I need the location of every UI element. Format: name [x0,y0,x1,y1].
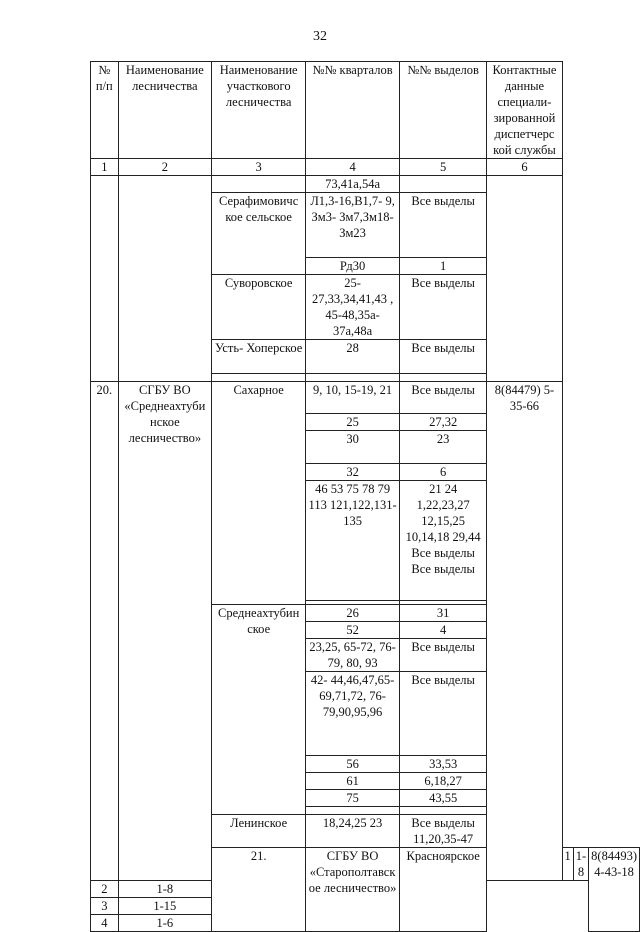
allotment-cell: 4 [399,621,487,638]
allotment-cell: Все выделы [399,638,487,671]
table-row [91,176,640,193]
contact-cell: 8(84493) 4-43-18 [589,847,640,931]
col-number-1: 1 [91,159,119,176]
allotment-cell [399,176,487,193]
allotment-cell: 6,18,27 [399,772,487,789]
quarter-cell: 9, 10, 15-19, 21 [306,382,400,414]
quarter-cell: 30 [306,431,400,448]
header-contacts: Контактные данные специали- зированной диспетчерс кой службы [487,62,562,159]
quarter-cell: 56 [306,755,400,772]
quarter-cell: 61 [306,772,400,789]
table-header-row [91,62,640,159]
district-name-cell: Красноярское [399,847,487,931]
header-forestry-name: Наименование лесничества [118,62,211,159]
allotment-cell: 1-8 [118,880,211,897]
page-number: 32 [313,29,327,44]
empty-cell [399,806,487,814]
district-name-cell: Серафимовичс кое сельское [212,193,306,275]
allotment-list-cell: 21 24 1,22,23,27 12,15,25 10,14,18 29,44 Все выделы Все выделы [399,480,487,600]
quarter-cell: 25- 27,33,34,41,43 , 45-48,35а- 37а,48а [306,275,400,340]
quarter-cell: Рд30 [306,258,400,275]
allotment-cell: Все выделы [399,340,487,374]
allotment-cell: Все выделы [399,671,487,755]
quarter-cell: 28 [306,340,400,374]
cont-contact-cell [487,176,562,382]
quarter-cell: 3 [91,897,119,914]
allotment-cell: Все выделы [399,382,487,414]
contact-cell: 8(84479) 5-35-66 [487,382,562,881]
quarter-cell: 25 [306,414,400,431]
quarter-cell: 18,24,25 23 [306,814,400,847]
header-allotments: №№ выделов [399,62,487,159]
col-number-3: 3 [212,159,306,176]
district-name-cell: Сахарное [212,382,306,605]
col-number-5: 5 [399,159,487,176]
quarter-list-cell: 46 53 75 78 79 113 121,122,131- 135 [306,480,400,600]
quarter-cell: 73,41а,54а [306,176,400,193]
cont-district-cell [212,176,306,193]
district-name-cell: Ленинское [212,814,306,847]
quarter-cell: 26 [306,604,400,621]
empty-cell [399,447,487,463]
allotment-cell: 1 [399,258,487,275]
col-number-4: 4 [306,159,400,176]
allotment-cell: 1-6 [118,914,211,931]
empty-cell [306,447,400,463]
allotment-cell: 43,55 [399,789,487,806]
column-number-row [91,159,640,176]
col-number-2: 2 [118,159,211,176]
district-name-cell: Суворовское [212,275,306,340]
quarter-cell: 1 [562,847,573,880]
empty-cell [306,374,400,382]
empty-cell [306,806,400,814]
header-district-name: Наименование участкового лесничества [212,62,306,159]
cont-forestry-cell [118,176,211,382]
allotment-cell: 1-8 [573,847,588,880]
cont-number-cell [91,176,119,382]
header-number: № п/п [91,62,119,159]
quarter-cell: 42- 44,46,47,65- 69,71,72, 76- 79,90,95,96 [306,671,400,755]
empty-cell [212,374,306,382]
district-name-cell: Усть- Хоперское [212,340,306,374]
quarter-cell: 4 [91,914,119,931]
quarter-cell: 32 [306,463,400,480]
empty-cell [399,374,487,382]
header-quarters: №№ кварталов [306,62,400,159]
allotment-cell: Все выделы [399,275,487,340]
district-name-cell: Среднеахтубин ское [212,604,306,814]
allotment-cell: Все выделы 11,20,35-47 [399,814,487,847]
quarter-cell: Л1,3-16,В1,7- 9, Зм3- Зм7,Зм18- Зм23 [306,193,400,258]
quarter-cell: 23,25, 65-72, 76-79, 80, 93 [306,638,400,671]
forestry-name-cell: СГБУ ВО «Среднеахтуби нское лесничество» [118,382,211,881]
quarter-cell: 52 [306,621,400,638]
col-number-6: 6 [487,159,562,176]
row-number-cell: 21. [212,847,306,931]
allotment-cell: 6 [399,463,487,480]
allotment-cell: 1-15 [118,897,211,914]
quarter-cell: 75 [306,789,400,806]
allotment-cell: 23 [399,431,487,448]
forestry-table [90,61,640,932]
allotment-cell: 27,32 [399,414,487,431]
forestry-name-cell: СГБУ ВО «Старополтавск ое лесничество» [306,847,400,931]
quarter-cell: 2 [91,880,119,897]
allotment-cell: 31 [399,604,487,621]
row-number-cell: 20. [91,382,119,881]
allotment-cell: 33,53 [399,755,487,772]
allotment-cell: Все выделы [399,193,487,258]
table-row [91,382,640,414]
